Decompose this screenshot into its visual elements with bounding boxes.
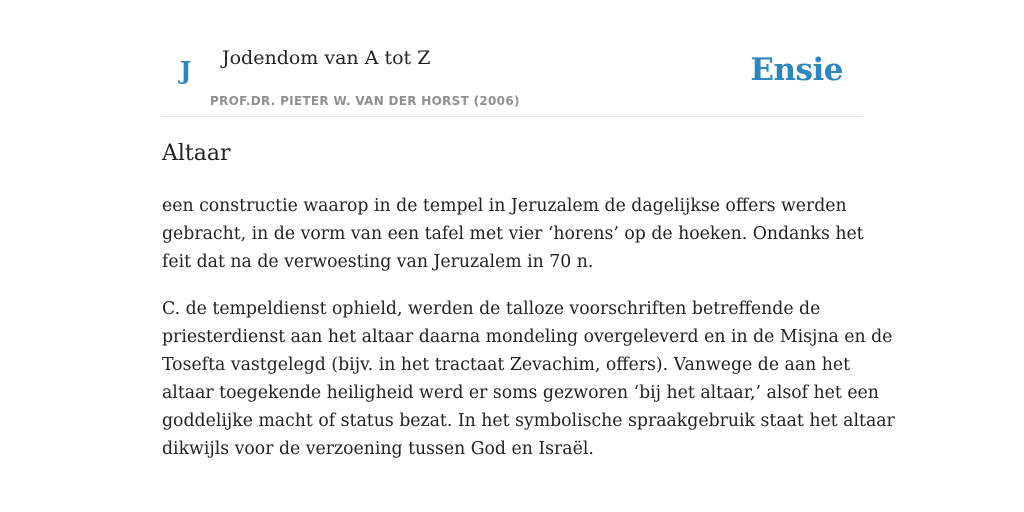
paragraph-line: altaar toegekende heiligheid werd er soms gezworen ‘bij het altaar,’ alsof het een — [162, 383, 879, 403]
ensie-logo[interactable]: Ensie — [750, 52, 843, 88]
paragraph-line: priesterdienst aan het altaar daarna mondeling overgeleverd en in de Misjna en de — [162, 327, 893, 347]
book-logo-letter: J — [180, 56, 192, 85]
entry-title: Altaar — [162, 141, 231, 166]
book-header — [162, 0, 862, 117]
paragraph-line: C. de tempeldienst ophield, werden de talloze voorschriften betreffende de — [162, 299, 821, 319]
entry-paragraph-1 — [162, 192, 862, 276]
paragraph-line: dikwijls voor de verzoening tussen God en Israël. — [162, 439, 594, 459]
entry-paragraph-2 — [162, 295, 895, 463]
book-author: PROF.DR. PIETER W. VAN DER HORST (2006) — [210, 94, 520, 108]
paragraph-line: een constructie waarop in de tempel in Jeruzalem de dagelijkse offers werden — [162, 196, 847, 216]
paragraph-line: goddelijke macht of status bezat. In het symbolische spraakgebruik staat het altaar — [162, 411, 895, 431]
entry-content — [162, 137, 895, 463]
paragraph-line: gebracht, in de vorm van een tafel met vier ‘horens’ op de hoeken. Ondanks het — [162, 224, 864, 244]
book-title[interactable]: Jodendom van A tot Z — [222, 47, 431, 69]
paragraph-line: feit dat na de verwoesting van Jeruzalem in 70 n. — [162, 252, 594, 272]
paragraph-line: Tosefta vastgelegd (bijv. in het tractaat Zevachim, offers). Vanwege de aan het — [162, 355, 851, 375]
